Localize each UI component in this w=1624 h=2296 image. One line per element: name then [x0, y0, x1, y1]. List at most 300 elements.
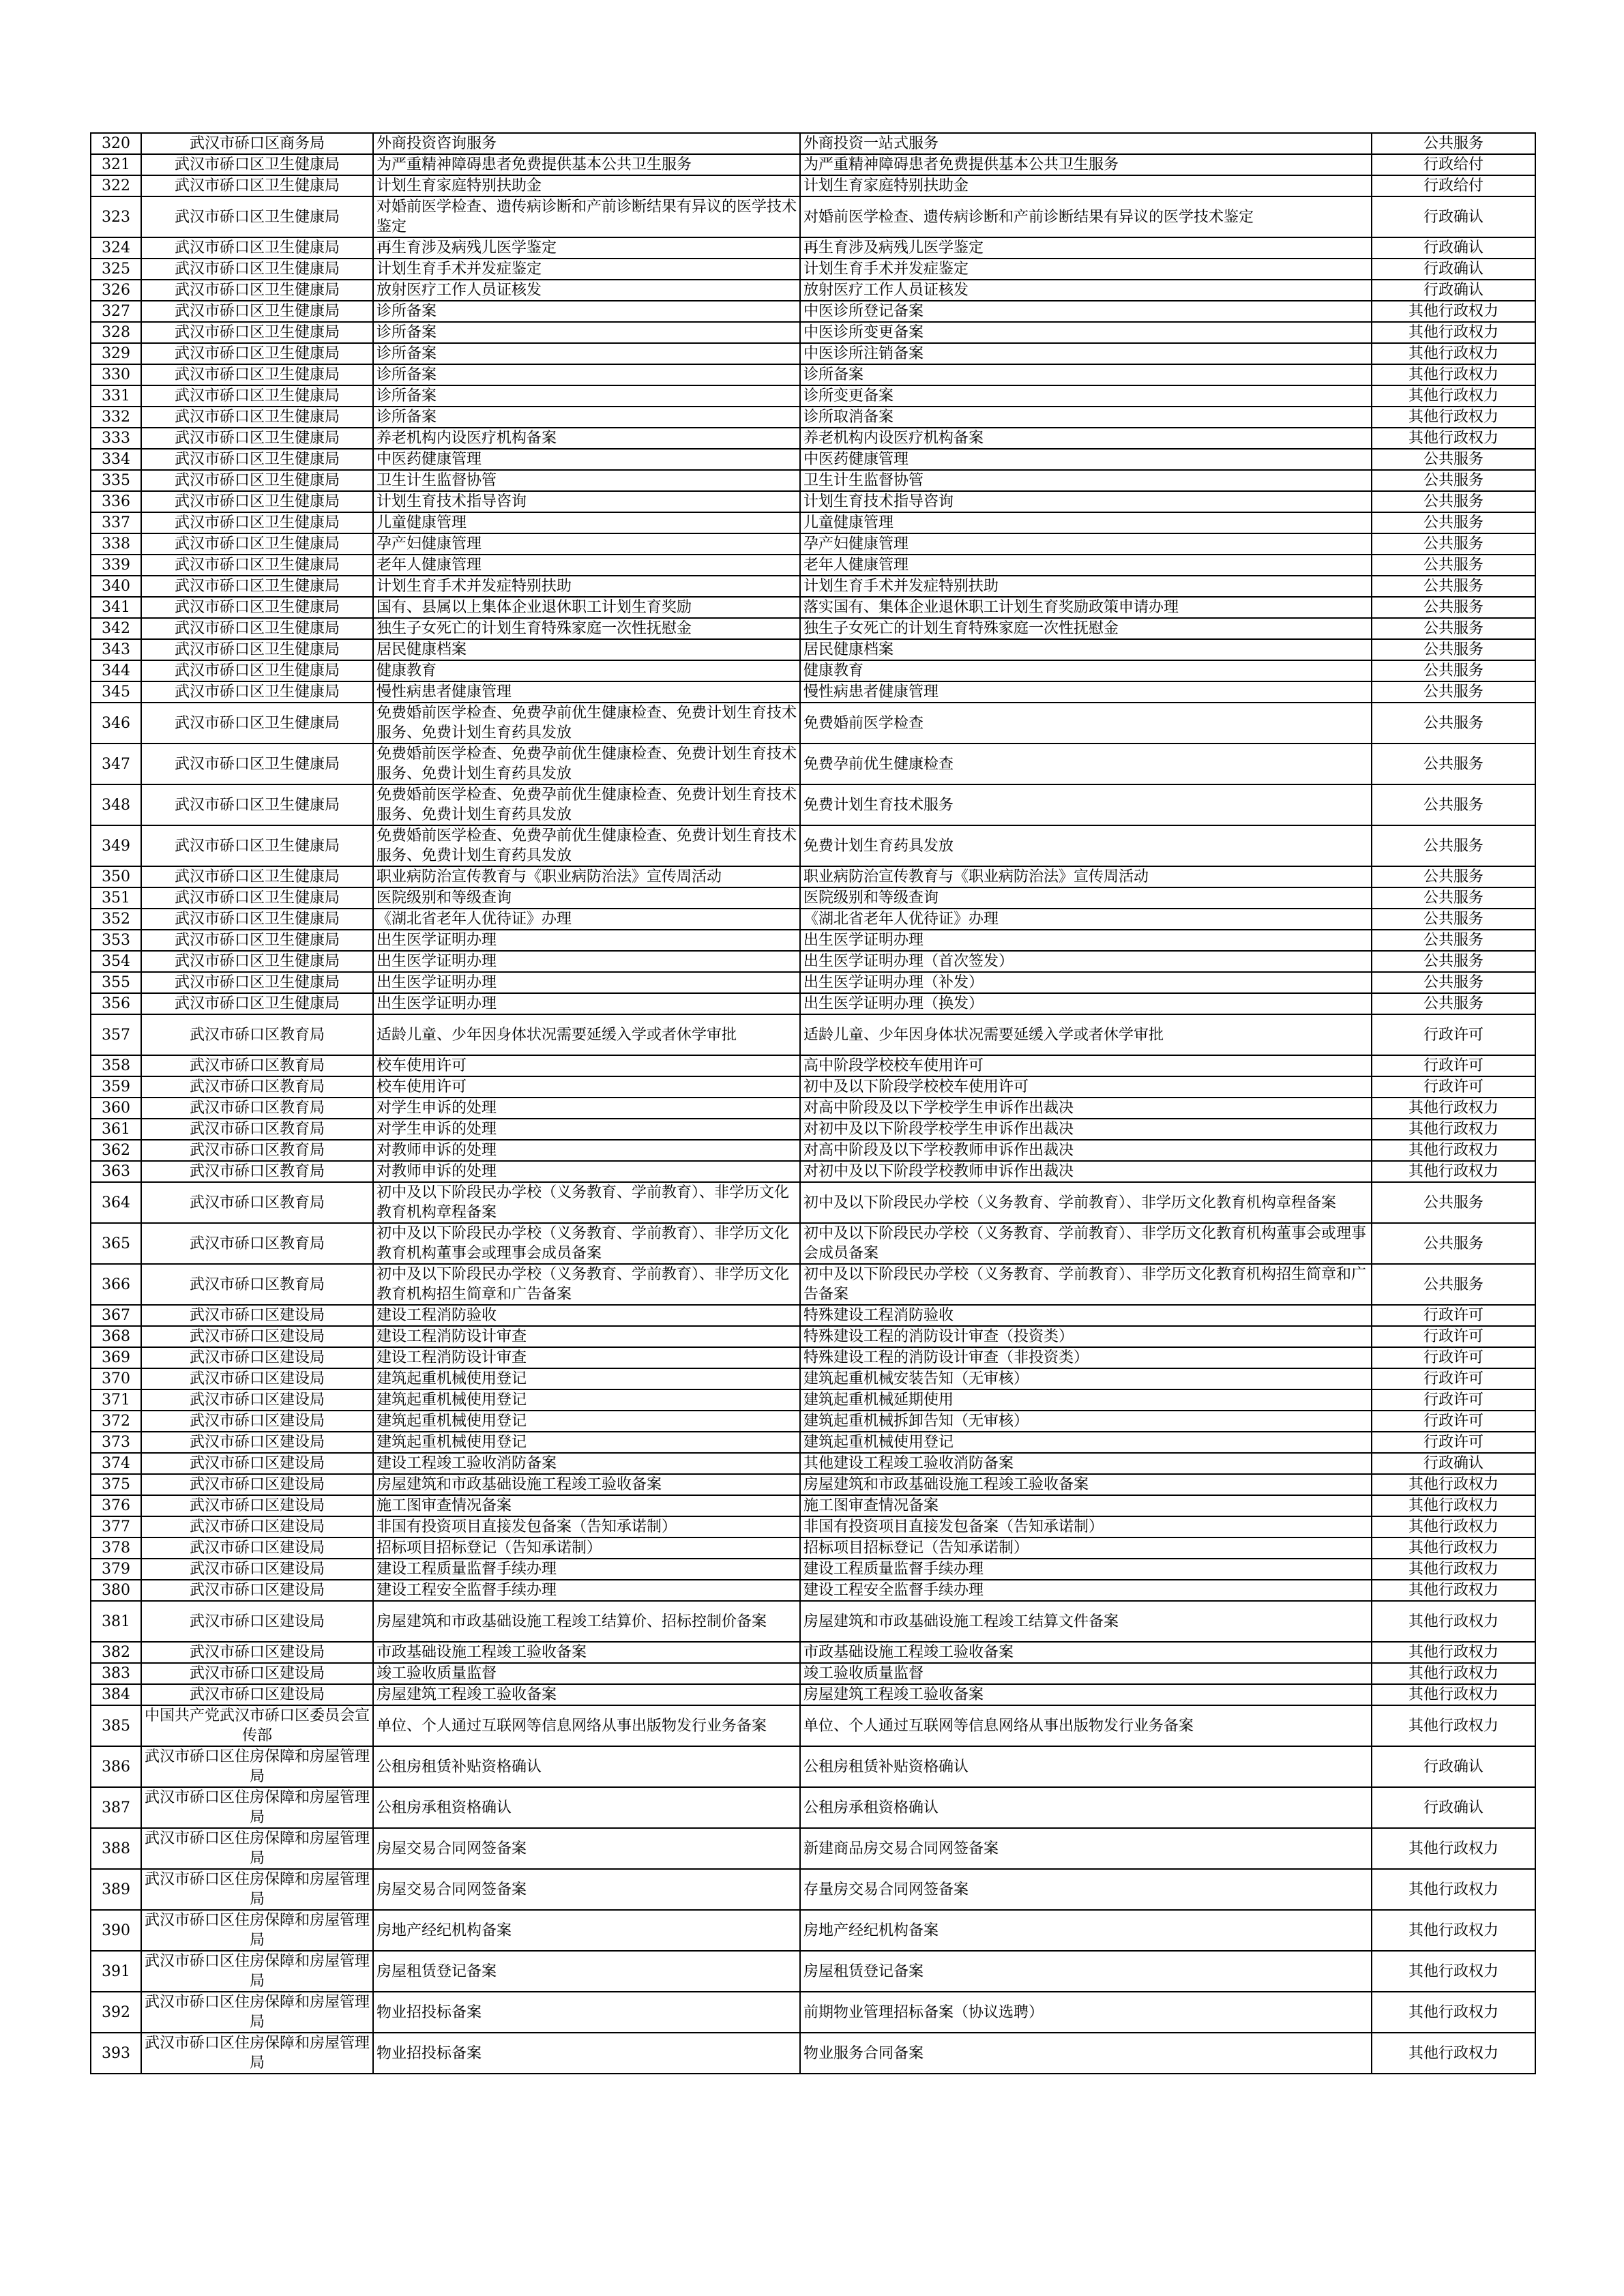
- table-row: [91, 1663, 1535, 1684]
- table-row: [91, 196, 1535, 237]
- table-body: [91, 133, 1535, 2074]
- sub-item: 免费孕前优生健康检查: [800, 744, 1372, 784]
- department-name: 武汉市硚口区卫生健康局: [141, 784, 373, 825]
- power-type: 其他行政权力: [1372, 1474, 1535, 1495]
- table-row: [91, 1601, 1535, 1642]
- row-number: 378: [91, 1537, 141, 1559]
- power-type: 行政确认: [1372, 237, 1535, 259]
- power-type: 其他行政权力: [1372, 1161, 1535, 1182]
- basic-item: 慢性病患者健康管理: [373, 681, 800, 703]
- power-type: 公共服务: [1372, 744, 1535, 784]
- power-type: 其他行政权力: [1372, 343, 1535, 364]
- power-type: 公共服务: [1372, 660, 1535, 681]
- table-row: [91, 1684, 1535, 1705]
- power-type: 其他行政权力: [1372, 1869, 1535, 1910]
- table-row: [91, 1474, 1535, 1495]
- table-row: [91, 825, 1535, 866]
- sub-item: 计划生育手术并发症特别扶助: [800, 576, 1372, 597]
- sub-item: 卫生计生监督协管: [800, 470, 1372, 491]
- department-name: 武汉市硚口区住房保障和房屋管理局: [141, 1869, 373, 1910]
- department-name: 武汉市硚口区建设局: [141, 1516, 373, 1537]
- row-number: 322: [91, 175, 141, 196]
- sub-item: 房地产经纪机构备案: [800, 1910, 1372, 1951]
- table-row: [91, 1537, 1535, 1559]
- table-row: [91, 993, 1535, 1014]
- sub-item: 诊所取消备案: [800, 407, 1372, 428]
- row-number: 371: [91, 1389, 141, 1411]
- row-number: 376: [91, 1495, 141, 1516]
- department-name: 武汉市硚口区卫生健康局: [141, 744, 373, 784]
- sub-item: 初中及以下阶段民办学校（义务教育、学前教育）、非学历文化教育机构招生简章和广告备案: [800, 1264, 1372, 1305]
- power-type: 其他行政权力: [1372, 1663, 1535, 1684]
- basic-item: 为严重精神障碍患者免费提供基本公共卫生服务: [373, 154, 800, 175]
- department-name: 武汉市硚口区卫生健康局: [141, 470, 373, 491]
- power-type: 公共服务: [1372, 597, 1535, 618]
- power-type: 其他行政权力: [1372, 1992, 1535, 2033]
- table-row: [91, 1389, 1535, 1411]
- department-name: 武汉市硚口区建设局: [141, 1326, 373, 1347]
- department-name: 武汉市硚口区住房保障和房屋管理局: [141, 1910, 373, 1951]
- basic-item: 房屋交易合同网签备案: [373, 1828, 800, 1869]
- basic-item: 计划生育技术指导咨询: [373, 491, 800, 512]
- department-name: 武汉市硚口区住房保障和房屋管理局: [141, 1951, 373, 1992]
- department-name: 武汉市硚口区教育局: [141, 1014, 373, 1055]
- sub-item: 职业病防治宣传教育与《职业病防治法》宣传周活动: [800, 866, 1372, 887]
- basic-item: 出生医学证明办理: [373, 972, 800, 993]
- basic-item: 非国有投资项目直接发包备案（告知承诺制）: [373, 1516, 800, 1537]
- row-number: 347: [91, 744, 141, 784]
- sub-item: 出生医学证明办理（补发）: [800, 972, 1372, 993]
- sub-item: 施工图审查情况备案: [800, 1495, 1372, 1516]
- basic-item: 免费婚前医学检查、免费孕前优生健康检查、免费计划生育技术服务、免费计划生育药具发放: [373, 825, 800, 866]
- row-number: 320: [91, 133, 141, 154]
- table-row: [91, 1014, 1535, 1055]
- sub-item: 建筑起重机械使用登记: [800, 1432, 1372, 1453]
- sub-item: 《湖北省老年人优待证》办理: [800, 909, 1372, 930]
- sub-item: 对初中及以下阶段学校学生申诉作出裁决: [800, 1119, 1372, 1140]
- sub-item: 出生医学证明办理（首次签发）: [800, 951, 1372, 972]
- sub-item: 计划生育技术指导咨询: [800, 491, 1372, 512]
- power-type: 公共服务: [1372, 576, 1535, 597]
- sub-item: 中医诊所登记备案: [800, 301, 1372, 322]
- table-row: [91, 1705, 1535, 1746]
- sub-item: 放射医疗工作人员证核发: [800, 280, 1372, 301]
- row-number: 361: [91, 1119, 141, 1140]
- row-number: 392: [91, 1992, 141, 2033]
- row-number: 339: [91, 555, 141, 576]
- department-name: 武汉市硚口区教育局: [141, 1223, 373, 1264]
- row-number: 342: [91, 618, 141, 639]
- row-number: 368: [91, 1326, 141, 1347]
- department-name: 武汉市硚口区卫生健康局: [141, 972, 373, 993]
- power-type: 公共服务: [1372, 703, 1535, 744]
- department-name: 武汉市硚口区卫生健康局: [141, 154, 373, 175]
- basic-item: 计划生育手术并发症特别扶助: [373, 576, 800, 597]
- sub-item: 公租房租赁补贴资格确认: [800, 1746, 1372, 1787]
- table-row: [91, 972, 1535, 993]
- department-name: 武汉市硚口区建设局: [141, 1411, 373, 1432]
- row-number: 358: [91, 1055, 141, 1076]
- department-name: 武汉市硚口区住房保障和房屋管理局: [141, 1828, 373, 1869]
- department-name: 武汉市硚口区建设局: [141, 1305, 373, 1326]
- sub-item: 养老机构内设医疗机构备案: [800, 428, 1372, 449]
- basic-item: 养老机构内设医疗机构备案: [373, 428, 800, 449]
- sub-item: 对初中及以下阶段学校教师申诉作出裁决: [800, 1161, 1372, 1182]
- basic-item: 诊所备案: [373, 385, 800, 407]
- sub-item: 其他建设工程竣工验收消防备案: [800, 1453, 1372, 1474]
- sub-item: 免费婚前医学检查: [800, 703, 1372, 744]
- sub-item: 健康教育: [800, 660, 1372, 681]
- department-name: 武汉市硚口区住房保障和房屋管理局: [141, 1992, 373, 2033]
- basic-item: 中医药健康管理: [373, 449, 800, 470]
- row-number: 355: [91, 972, 141, 993]
- basic-item: 免费婚前医学检查、免费孕前优生健康检查、免费计划生育技术服务、免费计划生育药具发放: [373, 784, 800, 825]
- department-name: 武汉市硚口区建设局: [141, 1642, 373, 1663]
- power-type: 行政确认: [1372, 280, 1535, 301]
- table-row: [91, 175, 1535, 196]
- row-number: 384: [91, 1684, 141, 1705]
- sub-item: 独生子女死亡的计划生育特殊家庭一次性抚慰金: [800, 618, 1372, 639]
- power-type: 公共服务: [1372, 555, 1535, 576]
- basic-item: 医院级别和等级查询: [373, 887, 800, 909]
- row-number: 359: [91, 1076, 141, 1098]
- power-type: 其他行政权力: [1372, 1684, 1535, 1705]
- power-type: 公共服务: [1372, 1223, 1535, 1264]
- sub-item: 诊所备案: [800, 364, 1372, 385]
- table-row: [91, 491, 1535, 512]
- power-type: 公共服务: [1372, 618, 1535, 639]
- row-number: 372: [91, 1411, 141, 1432]
- table-row: [91, 512, 1535, 533]
- department-name: 武汉市硚口区卫生健康局: [141, 196, 373, 237]
- basic-item: 房屋建筑工程竣工验收备案: [373, 1684, 800, 1705]
- table-row: [91, 1119, 1535, 1140]
- row-number: 335: [91, 470, 141, 491]
- sub-item: 出生医学证明办理（换发）: [800, 993, 1372, 1014]
- row-number: 383: [91, 1663, 141, 1684]
- department-name: 武汉市硚口区卫生健康局: [141, 343, 373, 364]
- basic-item: 单位、个人通过互联网等信息网络从事出版物发行业务备案: [373, 1705, 800, 1746]
- row-number: 366: [91, 1264, 141, 1305]
- sub-item: 出生医学证明办理: [800, 930, 1372, 951]
- row-number: 390: [91, 1910, 141, 1951]
- power-type: 其他行政权力: [1372, 1580, 1535, 1601]
- basic-item: 对教师申诉的处理: [373, 1161, 800, 1182]
- sub-item: 计划生育手术并发症鉴定: [800, 259, 1372, 280]
- power-type: 其他行政权力: [1372, 385, 1535, 407]
- basic-item: 诊所备案: [373, 407, 800, 428]
- sub-item: 房屋租赁登记备案: [800, 1951, 1372, 1992]
- department-name: 武汉市硚口区教育局: [141, 1182, 373, 1223]
- row-number: 343: [91, 639, 141, 660]
- department-name: 武汉市硚口区卫生健康局: [141, 951, 373, 972]
- table-row: [91, 681, 1535, 703]
- basic-item: 健康教育: [373, 660, 800, 681]
- power-type: 行政许可: [1372, 1389, 1535, 1411]
- power-type: 行政许可: [1372, 1326, 1535, 1347]
- table-row: [91, 744, 1535, 784]
- row-number: 346: [91, 703, 141, 744]
- basic-item: 老年人健康管理: [373, 555, 800, 576]
- basic-item: 建筑起重机械使用登记: [373, 1389, 800, 1411]
- power-type: 其他行政权力: [1372, 322, 1535, 343]
- table-row: [91, 154, 1535, 175]
- power-list-table: [90, 132, 1536, 2074]
- power-type: 行政许可: [1372, 1347, 1535, 1368]
- power-type: 行政许可: [1372, 1014, 1535, 1055]
- row-number: 336: [91, 491, 141, 512]
- department-name: 武汉市硚口区卫生健康局: [141, 681, 373, 703]
- table-row: [91, 1910, 1535, 1951]
- table-row: [91, 1076, 1535, 1098]
- sub-item: 特殊建设工程的消防设计审查（投资类）: [800, 1326, 1372, 1347]
- row-number: 360: [91, 1098, 141, 1119]
- sub-item: 物业服务合同备案: [800, 2033, 1372, 2074]
- power-type: 公共服务: [1372, 512, 1535, 533]
- basic-item: 免费婚前医学检查、免费孕前优生健康检查、免费计划生育技术服务、免费计划生育药具发放: [373, 744, 800, 784]
- sub-item: 市政基础设施工程竣工验收备案: [800, 1642, 1372, 1663]
- department-name: 武汉市硚口区建设局: [141, 1347, 373, 1368]
- power-type: 其他行政权力: [1372, 1910, 1535, 1951]
- table-row: [91, 1055, 1535, 1076]
- power-type: 其他行政权力: [1372, 1705, 1535, 1746]
- sub-item: 建筑起重机械安装告知（无审核）: [800, 1368, 1372, 1389]
- basic-item: 出生医学证明办理: [373, 993, 800, 1014]
- row-number: 352: [91, 909, 141, 930]
- row-number: 340: [91, 576, 141, 597]
- department-name: 武汉市硚口区卫生健康局: [141, 385, 373, 407]
- power-type: 行政许可: [1372, 1076, 1535, 1098]
- basic-item: 建设工程质量监督手续办理: [373, 1559, 800, 1580]
- department-name: 武汉市硚口区卫生健康局: [141, 930, 373, 951]
- row-number: 393: [91, 2033, 141, 2074]
- basic-item: 施工图审查情况备案: [373, 1495, 800, 1516]
- department-name: 武汉市硚口区建设局: [141, 1368, 373, 1389]
- table-row: [91, 576, 1535, 597]
- row-number: 388: [91, 1828, 141, 1869]
- basic-item: 市政基础设施工程竣工验收备案: [373, 1642, 800, 1663]
- row-number: 334: [91, 449, 141, 470]
- department-name: 武汉市硚口区建设局: [141, 1474, 373, 1495]
- power-type: 行政许可: [1372, 1411, 1535, 1432]
- row-number: 354: [91, 951, 141, 972]
- basic-item: 居民健康档案: [373, 639, 800, 660]
- table-row: [91, 1516, 1535, 1537]
- table-row: [91, 1161, 1535, 1182]
- table-row: [91, 1305, 1535, 1326]
- power-type: 公共服务: [1372, 930, 1535, 951]
- table-row: [91, 1347, 1535, 1368]
- department-name: 武汉市硚口区商务局: [141, 133, 373, 154]
- sub-item: 公租房承租资格确认: [800, 1787, 1372, 1828]
- department-name: 武汉市硚口区建设局: [141, 1495, 373, 1516]
- department-name: 武汉市硚口区住房保障和房屋管理局: [141, 2033, 373, 2074]
- table-row: [91, 1326, 1535, 1347]
- department-name: 武汉市硚口区卫生健康局: [141, 887, 373, 909]
- basic-item: 房屋建筑和市政基础设施工程竣工验收备案: [373, 1474, 800, 1495]
- table-row: [91, 1432, 1535, 1453]
- power-type: 其他行政权力: [1372, 1516, 1535, 1537]
- sub-item: 单位、个人通过互联网等信息网络从事出版物发行业务备案: [800, 1705, 1372, 1746]
- table-row: [91, 703, 1535, 744]
- department-name: 武汉市硚口区住房保障和房屋管理局: [141, 1787, 373, 1828]
- department-name: 武汉市硚口区卫生健康局: [141, 428, 373, 449]
- row-number: 351: [91, 887, 141, 909]
- basic-item: 卫生计生监督协管: [373, 470, 800, 491]
- department-name: 武汉市硚口区卫生健康局: [141, 237, 373, 259]
- row-number: 385: [91, 1705, 141, 1746]
- power-type: 其他行政权力: [1372, 1098, 1535, 1119]
- basic-item: 公租房租赁补贴资格确认: [373, 1746, 800, 1787]
- basic-item: 校车使用许可: [373, 1076, 800, 1098]
- basic-item: 对婚前医学检查、遗传病诊断和产前诊断结果有异议的医学技术鉴定: [373, 196, 800, 237]
- power-type: 公共服务: [1372, 866, 1535, 887]
- sub-item: 房屋建筑工程竣工验收备案: [800, 1684, 1372, 1705]
- table-row: [91, 597, 1535, 618]
- sub-item: 诊所变更备案: [800, 385, 1372, 407]
- basic-item: 建设工程消防设计审查: [373, 1326, 800, 1347]
- department-name: 武汉市硚口区卫生健康局: [141, 993, 373, 1014]
- power-type: 其他行政权力: [1372, 1951, 1535, 1992]
- table-row: [91, 1746, 1535, 1787]
- department-name: 武汉市硚口区卫生健康局: [141, 825, 373, 866]
- row-number: 370: [91, 1368, 141, 1389]
- basic-item: 出生医学证明办理: [373, 951, 800, 972]
- row-number: 380: [91, 1580, 141, 1601]
- power-type: 其他行政权力: [1372, 1537, 1535, 1559]
- sub-item: 为严重精神障碍患者免费提供基本公共卫生服务: [800, 154, 1372, 175]
- sub-item: 适龄儿童、少年因身体状况需要延缓入学或者休学审批: [800, 1014, 1372, 1055]
- table-row: [91, 407, 1535, 428]
- department-name: 武汉市硚口区建设局: [141, 1663, 373, 1684]
- sub-item: 建筑起重机械拆卸告知（无审核）: [800, 1411, 1372, 1432]
- power-type: 行政确认: [1372, 196, 1535, 237]
- basic-item: 招标项目招标登记（告知承诺制）: [373, 1537, 800, 1559]
- sub-item: 居民健康档案: [800, 639, 1372, 660]
- power-type: 行政确认: [1372, 259, 1535, 280]
- table-row: [91, 930, 1535, 951]
- basic-item: 物业招投标备案: [373, 2033, 800, 2074]
- sub-item: 竣工验收质量监督: [800, 1663, 1372, 1684]
- department-name: 武汉市硚口区建设局: [141, 1559, 373, 1580]
- row-number: 332: [91, 407, 141, 428]
- basic-item: 独生子女死亡的计划生育特殊家庭一次性抚慰金: [373, 618, 800, 639]
- department-name: 武汉市硚口区卫生健康局: [141, 175, 373, 196]
- power-type: 行政确认: [1372, 1453, 1535, 1474]
- department-name: 武汉市硚口区教育局: [141, 1161, 373, 1182]
- basic-item: 初中及以下阶段民办学校（义务教育、学前教育）、非学历文化教育机构招生简章和广告备案: [373, 1264, 800, 1305]
- sub-item: 房屋建筑和市政基础设施工程竣工验收备案: [800, 1474, 1372, 1495]
- basic-item: 建筑起重机械使用登记: [373, 1432, 800, 1453]
- sub-item: 免费计划生育药具发放: [800, 825, 1372, 866]
- table-row: [91, 133, 1535, 154]
- sub-item: 初中及以下阶段民办学校（义务教育、学前教育）、非学历文化教育机构董事会或理事会成员备案: [800, 1223, 1372, 1264]
- table-row: [91, 1368, 1535, 1389]
- power-type: 公共服务: [1372, 1264, 1535, 1305]
- sub-item: 建设工程质量监督手续办理: [800, 1559, 1372, 1580]
- power-type: 其他行政权力: [1372, 428, 1535, 449]
- basic-item: 外商投资咨询服务: [373, 133, 800, 154]
- basic-item: 适龄儿童、少年因身体状况需要延缓入学或者休学审批: [373, 1014, 800, 1055]
- sub-item: 特殊建设工程消防验收: [800, 1305, 1372, 1326]
- basic-item: 再生育涉及病残儿医学鉴定: [373, 237, 800, 259]
- basic-item: 对教师申诉的处理: [373, 1140, 800, 1161]
- row-number: 379: [91, 1559, 141, 1580]
- sub-item: 非国有投资项目直接发包备案（告知承诺制）: [800, 1516, 1372, 1537]
- sub-item: 高中阶段学校校车使用许可: [800, 1055, 1372, 1076]
- basic-item: 诊所备案: [373, 322, 800, 343]
- power-type: 公共服务: [1372, 1182, 1535, 1223]
- row-number: 367: [91, 1305, 141, 1326]
- sub-item: 房屋建筑和市政基础设施工程竣工结算文件备案: [800, 1601, 1372, 1642]
- table-row: [91, 280, 1535, 301]
- basic-item: 建设工程消防设计审查: [373, 1347, 800, 1368]
- power-type: 公共服务: [1372, 639, 1535, 660]
- table-row: [91, 1098, 1535, 1119]
- table-row: [91, 470, 1535, 491]
- department-name: 武汉市硚口区卫生健康局: [141, 512, 373, 533]
- row-number: 389: [91, 1869, 141, 1910]
- department-name: 武汉市硚口区教育局: [141, 1140, 373, 1161]
- row-number: 327: [91, 301, 141, 322]
- power-type: 公共服务: [1372, 133, 1535, 154]
- basic-item: 儿童健康管理: [373, 512, 800, 533]
- power-type: 公共服务: [1372, 491, 1535, 512]
- power-type: 公共服务: [1372, 449, 1535, 470]
- department-name: 武汉市硚口区建设局: [141, 1389, 373, 1411]
- power-type: 公共服务: [1372, 887, 1535, 909]
- power-type: 行政确认: [1372, 1787, 1535, 1828]
- table-row: [91, 887, 1535, 909]
- basic-item: 免费婚前医学检查、免费孕前优生健康检查、免费计划生育技术服务、免费计划生育药具发放: [373, 703, 800, 744]
- basic-item: 建设工程安全监督手续办理: [373, 1580, 800, 1601]
- power-type: 公共服务: [1372, 972, 1535, 993]
- row-number: 324: [91, 237, 141, 259]
- department-name: 武汉市硚口区建设局: [141, 1684, 373, 1705]
- table-row: [91, 237, 1535, 259]
- sub-item: 儿童健康管理: [800, 512, 1372, 533]
- table-row: [91, 1580, 1535, 1601]
- power-type: 其他行政权力: [1372, 1495, 1535, 1516]
- table-row: [91, 660, 1535, 681]
- department-name: 武汉市硚口区教育局: [141, 1119, 373, 1140]
- table-row: [91, 1559, 1535, 1580]
- power-type: 公共服务: [1372, 825, 1535, 866]
- department-name: 武汉市硚口区卫生健康局: [141, 618, 373, 639]
- sub-item: 慢性病患者健康管理: [800, 681, 1372, 703]
- row-number: 391: [91, 1951, 141, 1992]
- sub-item: 初中及以下阶段学校校车使用许可: [800, 1076, 1372, 1098]
- row-number: 328: [91, 322, 141, 343]
- table-row: [91, 639, 1535, 660]
- power-type: 行政给付: [1372, 154, 1535, 175]
- power-type: 其他行政权力: [1372, 407, 1535, 428]
- department-name: 武汉市硚口区卫生健康局: [141, 639, 373, 660]
- sub-item: 老年人健康管理: [800, 555, 1372, 576]
- sub-item: 存量房交易合同网签备案: [800, 1869, 1372, 1910]
- sub-item: 中医药健康管理: [800, 449, 1372, 470]
- basic-item: 房屋建筑和市政基础设施工程竣工结算价、招标控制价备案: [373, 1601, 800, 1642]
- table-row: [91, 1992, 1535, 2033]
- department-name: 武汉市硚口区卫生健康局: [141, 322, 373, 343]
- row-number: 364: [91, 1182, 141, 1223]
- power-type: 其他行政权力: [1372, 1140, 1535, 1161]
- sub-item: 落实国有、集体企业退休职工计划生育奖励政策申请办理: [800, 597, 1372, 618]
- basic-item: 诊所备案: [373, 343, 800, 364]
- basic-item: 建设工程竣工验收消防备案: [373, 1453, 800, 1474]
- basic-item: 竣工验收质量监督: [373, 1663, 800, 1684]
- sub-item: 新建商品房交易合同网签备案: [800, 1828, 1372, 1869]
